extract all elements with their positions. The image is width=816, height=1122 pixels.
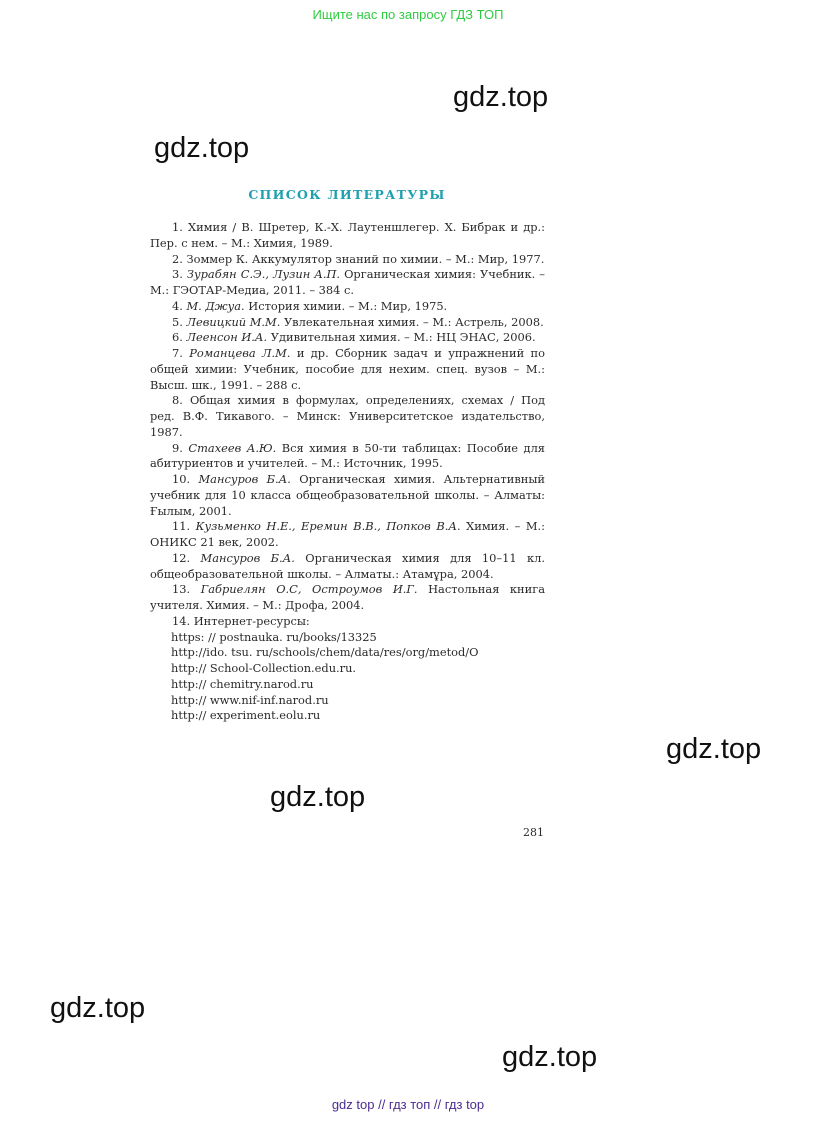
watermark: gdz.top <box>270 781 366 813</box>
reference-item: 6. Леенсон И.А. Удивительная химия. – М.: НЦ ЭНАС, 2006. <box>172 330 536 345</box>
watermark: gdz.top <box>666 733 762 765</box>
reference-item: 14. Интернет-ресурсы: <box>172 613 310 628</box>
page-number: 281 <box>523 826 544 839</box>
reference-item: 10. Мансуров Б.А. Органическая химия. Альтернативный учебник для 10 класса общеобразовательной школы. – Алматы: Ғылым, 2001. <box>150 472 545 518</box>
bottom-banner[interactable]: gdz top // гдз топ // гдз top <box>331 1097 485 1112</box>
reference-item: 9. Стахеев А.Ю. Вся химия в 50-ти таблицах: Пособие для абитуриентов и учителей. – М.: Источник, 1995. <box>150 440 545 471</box>
reference-list <box>150 220 545 724</box>
resource-link: http:// chemitry.narod.ru <box>171 676 314 691</box>
top-banner[interactable]: Ищите нас по запросу ГДЗ ТОП <box>312 7 504 22</box>
watermark: gdz.top <box>50 992 146 1024</box>
watermark: gdz.top <box>453 81 549 113</box>
resource-link: http:// www.nif-inf.narod.ru <box>171 692 329 707</box>
reference-item: 2. Зоммер К. Аккумулятор знаний по химии. – М.: Мир, 1977. <box>172 251 545 266</box>
reference-item: 3. Зурабян С.Э., Лузин А.П. Органическая химия: Учебник. – М.: ГЭОТАР-Медиа, 2011. – 384 с. <box>150 267 545 297</box>
resource-link: http://ido. tsu. ru/schools/chem/data/res/org/metod/O <box>171 645 479 660</box>
resource-link: https: // postnauka. ru/books/13325 <box>171 629 377 644</box>
reference-item: 12. Мансуров Б.А. Органическая химия для 10–11 кл. общеобразовательной школы. – Алматы.: Атамұра, 2004. <box>150 550 545 581</box>
watermark: gdz.top <box>502 1041 598 1073</box>
resource-link: http:// experiment.eolu.ru <box>171 708 321 723</box>
reference-item: 8. Общая химия в формулах, определениях, схемах / Под ред. В.Ф. Тикавого. – Минск: Университетское издательство, 1987. <box>150 393 545 439</box>
resource-link: http:// School-Collection.edu.ru. <box>171 661 357 675</box>
page-title: СПИСОК ЛИТЕРАТУРЫ <box>248 187 446 202</box>
reference-item: 7. Романцева Л.М. и др. Сборник задач и упражнений по общей химии: Учебник, пособие для нехим. спец. вузов – М.: Высш. шк., 1991. – 288 с. <box>150 346 546 392</box>
reference-item: 13. Габриелян О.С, Остроумов И.Г. Настольная книга учителя. Химия. – М.: Дрофа, 2004. <box>150 582 545 612</box>
reference-item: 4. М. Джуа. История химии. – М.: Мир, 1975. <box>172 298 448 313</box>
reference-item: 1. Химия / В. Шретер, К.-Х. Лаутеншлегер. Х. Бибрак и др.: Пер. с нем. – М.: Химия, 1989. <box>150 220 545 250</box>
watermark: gdz.top <box>154 132 250 164</box>
reference-item: 11. Кузьменко Н.Е., Еремин В.В., Попков В.А. Химия. – М.: ОНИКС 21 век, 2002. <box>150 519 545 549</box>
reference-item: 5. Левицкий М.М. Увлекательная химия. – М.: Астрель, 2008. <box>172 314 544 329</box>
